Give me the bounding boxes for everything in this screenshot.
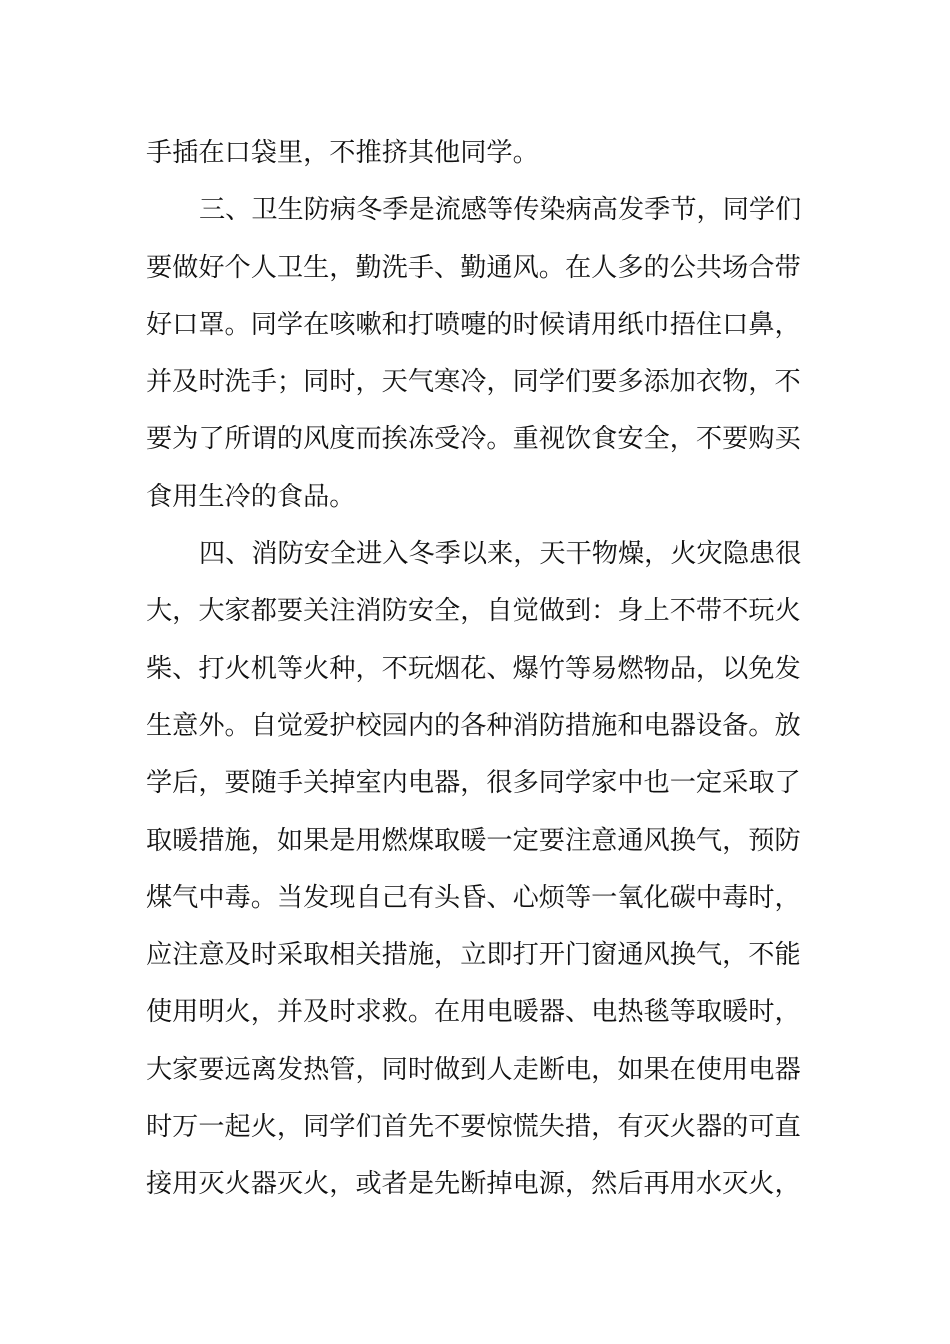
body-line: 使用明火，并及时求救。在用电暖器、电热毯等取暖时， [146, 997, 801, 1028]
body-line: 接用灭火器灭火，或者是先断掉电源，然后再用水灭火， [146, 1169, 801, 1200]
body-line: 生意外。自觉爱护校园内的各种消防措施和电器设备。放 [146, 710, 801, 741]
paragraph-first-line: 四、消防安全进入冬季以来，天干物燥，火灾隐患很 [199, 539, 802, 570]
body-line: 要做好个人卫生，勤洗手、勤通风。在人多的公共场合带 [146, 252, 801, 283]
body-line: 大，大家都要关注消防安全，自觉做到：身上不带不玩火 [146, 596, 801, 627]
body-line: 学后，要随手关掉室内电器，很多同学家中也一定采取了 [146, 768, 801, 799]
body-line: 大家要远离发热管，同时做到人走断电，如果在使用电器 [146, 1054, 801, 1085]
body-line: 手插在口袋里，不推挤其他同学。 [146, 138, 539, 168]
document-body [146, 125, 812, 1214]
body-line: 取暖措施，如果是用燃煤取暖一定要注意通风换气，预防 [146, 825, 801, 856]
body-line: 时万一起火，同学们首先不要惊慌失措，有灭火器的可直 [146, 1112, 801, 1143]
body-line: 并及时洗手；同时，天气寒冷，同学们要多添加衣物，不 [146, 367, 801, 398]
body-line: 柴、打火机等火种，不玩烟花、爆竹等易燃物品，以免发 [146, 653, 801, 684]
body-line: 应注意及时采取相关措施，立即打开门窗通风换气，不能 [146, 940, 801, 971]
body-line: 好口罩。同学在咳嗽和打喷嚏的时候请用纸巾捂住口鼻， [146, 309, 801, 340]
body-line: 要为了所谓的风度而挨冻受冷。重视饮食安全，不要购买 [146, 424, 801, 455]
paragraph-first-line: 三、卫生防病冬季是流感等传染病高发季节，同学们 [199, 195, 802, 226]
body-line: 煤气中毒。当发现自己有头昏、心烦等一氧化碳中毒时， [146, 882, 801, 913]
body-line: 食用生冷的食品。 [146, 481, 356, 512]
